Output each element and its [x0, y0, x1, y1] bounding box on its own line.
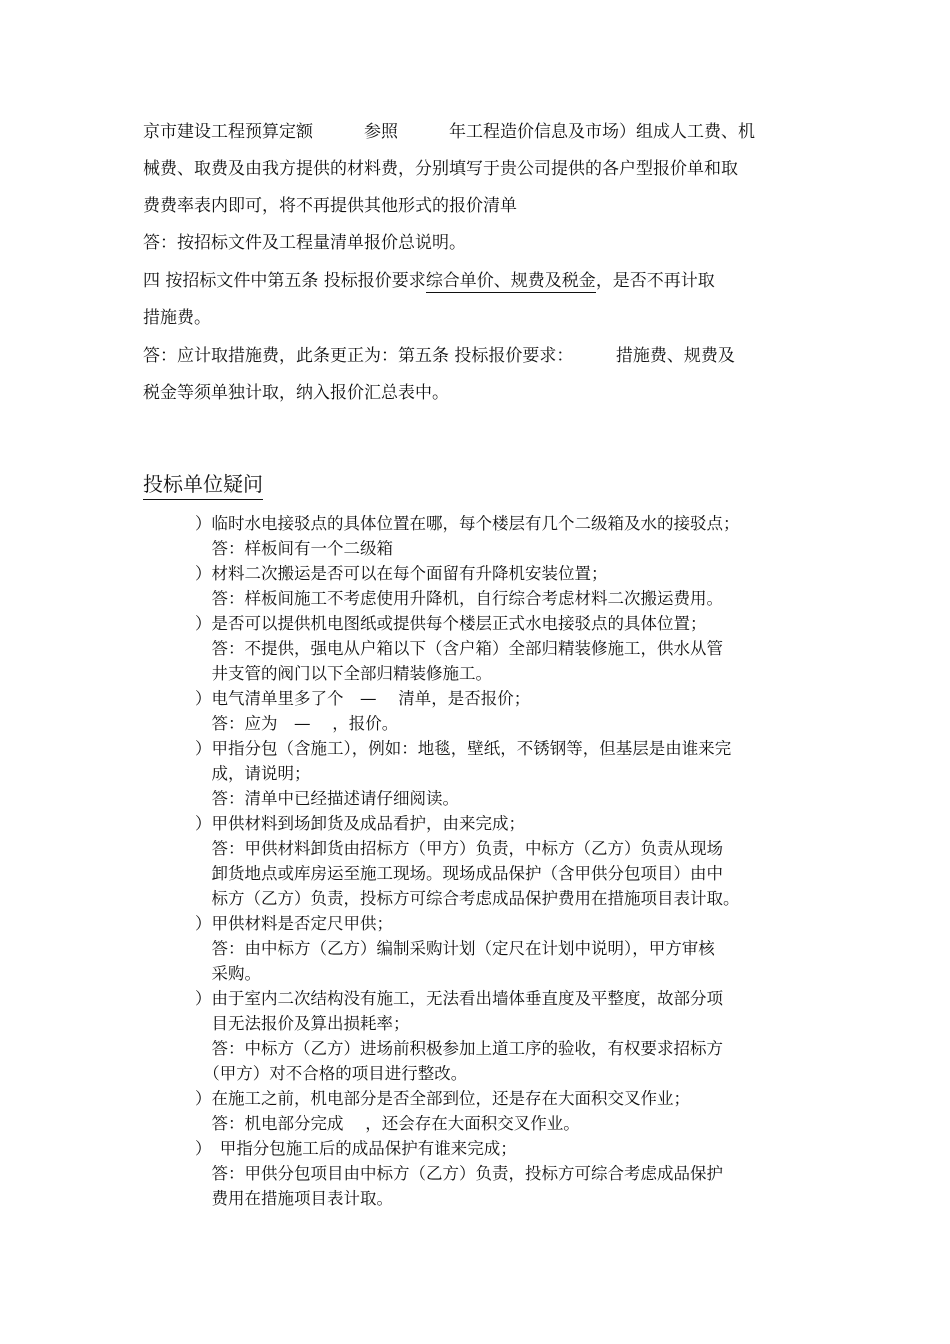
qa-line: 井支管的阀门以下全部归精装修施工。 [195, 664, 492, 683]
qa-line: 卸货地点或库房运至施工现场。现场成品保护（含甲供分包项目）由中 [195, 864, 723, 883]
question-4-underlined: 综合单价、规费及税金 [425, 271, 596, 291]
question-4-cont: 措施费。 [143, 308, 211, 328]
qa-line: 成，请说明； [195, 764, 311, 783]
qa-line: 答：甲供分包项目由中标方（乙方）负责，投标方可综合考虑成品保护 [195, 1164, 723, 1183]
qa-line: （甲方）对不合格的项目进行整改。 [195, 1064, 468, 1083]
qa-line: ）由于室内二次结构没有施工，无法看出墙体垂直度及平整度，故部分项 [195, 989, 723, 1008]
intro-line-1: 京市建设工程预算定额 参照 年工程造价信息及市场）组成人工费、机 [143, 122, 755, 142]
qa-line: ）在施工之前，机电部分是否全部到位，还是存在大面积交叉作业； [195, 1089, 690, 1108]
qa-line: ）甲供材料是否定尺甲供； [195, 914, 393, 933]
qa-line: 答：样板间施工不考虑使用升降机，自行综合考虑材料二次搬运费用。 [195, 589, 723, 608]
answer-4-line-1: 答：应计取措施费，此条更正为：第五条 投标报价要求： 措施费、规费及 [143, 346, 735, 366]
qa-line: ）临时水电接驳点的具体位置在哪，每个楼层有几个二级箱及水的接驳点； [195, 514, 740, 533]
intro-answer: 答：按招标文件及工程量清单报价总说明。 [143, 233, 466, 253]
question-4-suffix: ，是否不再计取 [595, 271, 715, 291]
qa-line: ）是否可以提供机电图纸或提供每个楼层正式水电接驳点的具体位置； [195, 614, 707, 633]
question-4-prefix: 四 按招标文件中第五条 投标报价要求 [143, 271, 426, 291]
qa-line: ）材料二次搬运是否可以在每个面留有升降机安装位置； [195, 564, 608, 583]
qa-line: ）电气清单里多了个 — 清单，是否报价； [195, 689, 531, 708]
qa-line: ） 甲指分包施工后的成品保护有谁来完成； [195, 1139, 517, 1158]
qa-line: 目无法报价及算出损耗率； [195, 1014, 410, 1033]
qa-line: 答：样板间有一个二级箱 [195, 539, 393, 558]
qa-line: 答：清单中已经描述请仔细阅读。 [195, 789, 459, 808]
qa-line: 费用在措施项目表计取。 [195, 1189, 393, 1208]
qa-line: 答：机电部分完成 ，还会存在大面积交叉作业。 [195, 1114, 580, 1133]
qa-line: 标方（乙方）负责，投标方可综合考虑成品保护费用在措施项目表计取。 [195, 889, 740, 908]
answer-4-line-2: 税金等须单独计取，纳入报价汇总表中。 [143, 383, 449, 403]
qa-line: ）甲指分包（含施工），例如：地毯，壁纸，不锈钢等，但基层是由谁来完 [195, 739, 732, 758]
qa-line: 采购。 [195, 964, 261, 983]
intro-line-3: 费费率表内即可，将不再提供其他形式的报价清单 [143, 196, 517, 216]
qa-line: 答：不提供，强电从户箱以下（含户箱）全部归精装修施工，供水从管 [195, 639, 723, 658]
qa-line: 答：应为 — ，报价。 [195, 714, 399, 733]
section-title: 投标单位疑问 [143, 470, 263, 500]
qa-line: ）甲供材料到场卸货及成品看护，由来完成； [195, 814, 525, 833]
qa-line: 答：甲供材料卸货由招标方（甲方）负责，中标方（乙方）负责从现场 [195, 839, 723, 858]
qa-line: 答：中标方（乙方）进场前积极参加上道工序的验收，有权要求招标方 [195, 1039, 723, 1058]
intro-line-2: 械费、取费及由我方提供的材料费，分别填写于贵公司提供的各户型报价单和取 [143, 159, 738, 179]
question-4 [143, 269, 715, 293]
qa-line: 答：由中标方（乙方）编制采购计划（定尺在计划中说明），甲方审核 [195, 939, 715, 958]
